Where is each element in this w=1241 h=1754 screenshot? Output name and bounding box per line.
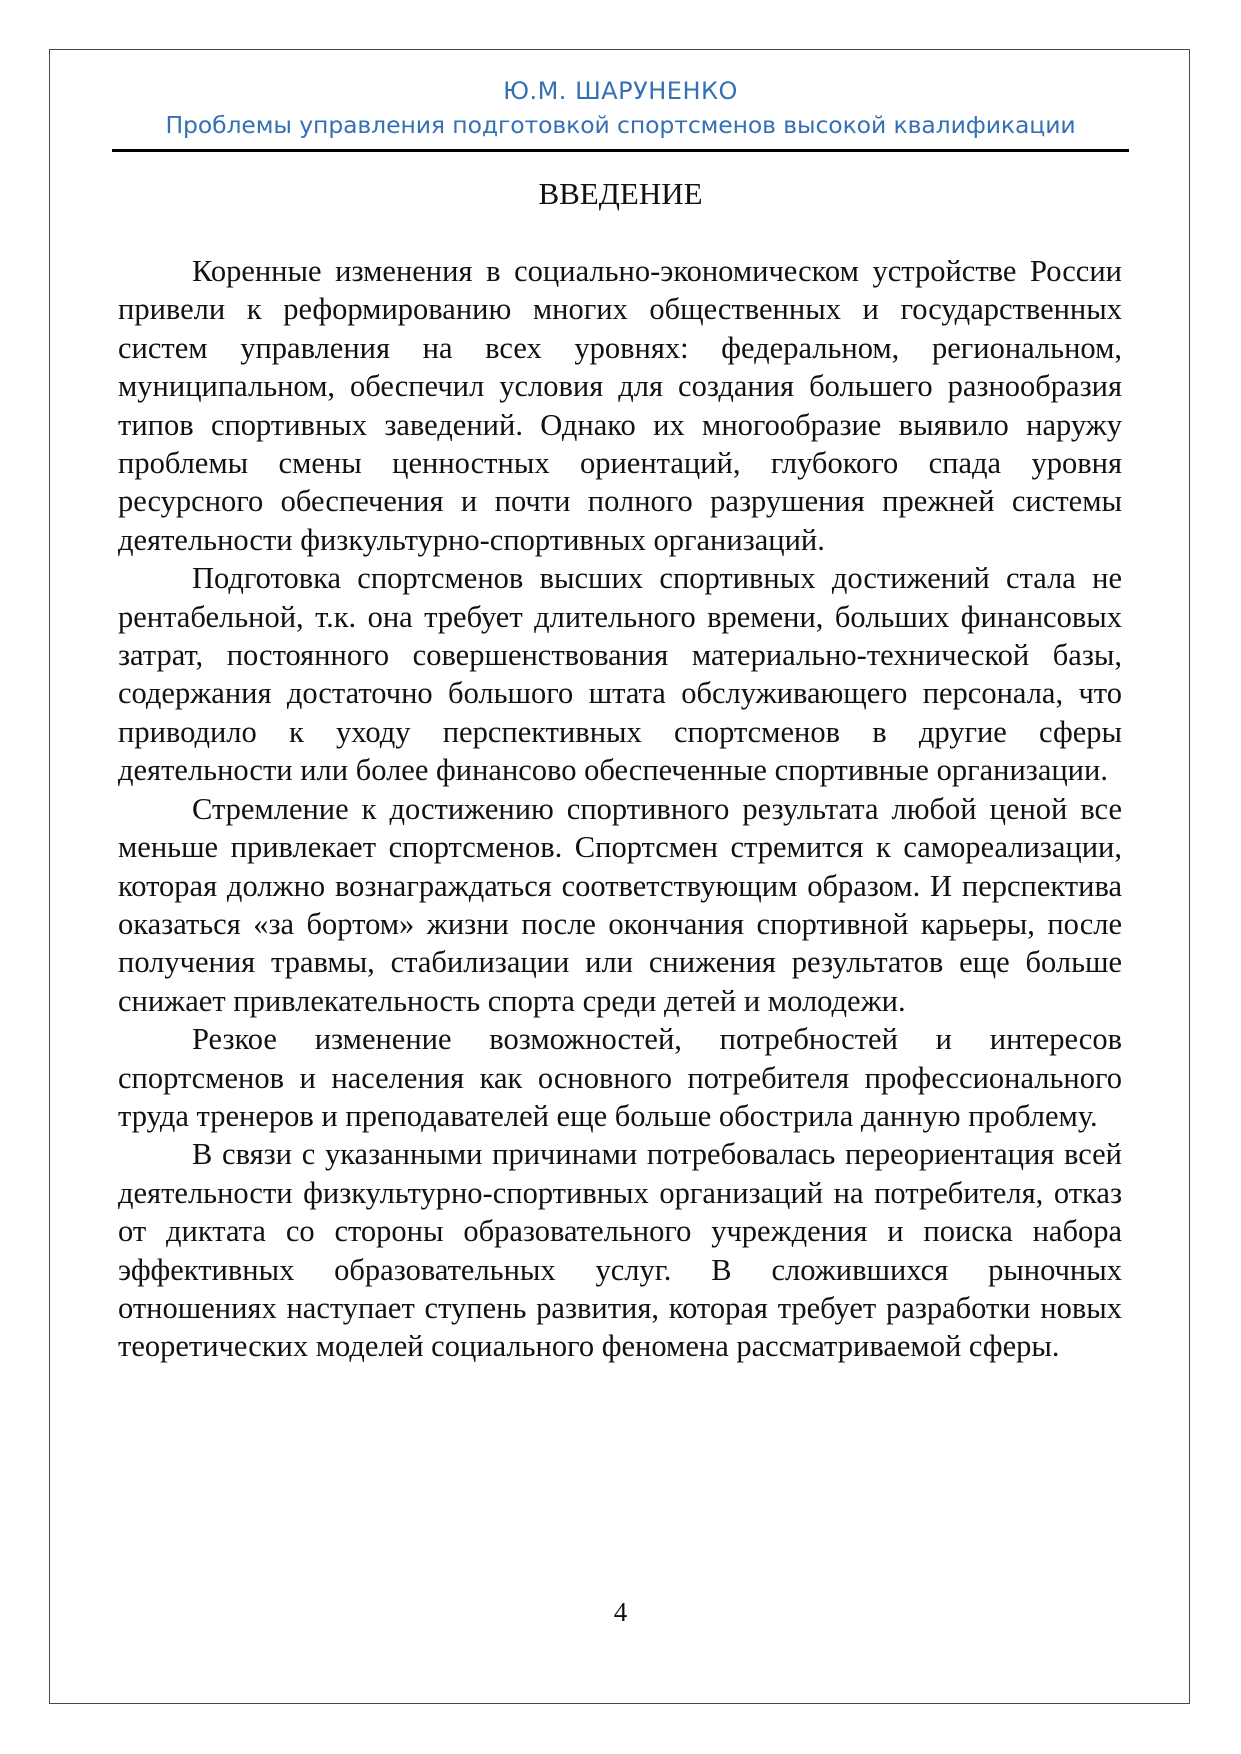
paragraph-4: Резкое изменение возможностей, потребностей и интересов спортсменов и населения как основного потребителя профессионального труда тренеров и преподавателей еще больше обострила данную проблему. <box>118 1022 1122 1133</box>
body-text <box>118 252 1122 1366</box>
running-header <box>112 74 1129 142</box>
page-number: 4 <box>613 1597 628 1627</box>
paragraph-2: Подготовка спортсменов высших спортивных достижений стала не рентабельной, т.к. она требует длительного времени, больших финансовых затрат, постоянного совершенствования материально-технической базы, содержания достаточно большого штата обслуживающего персонала, что приводило к уходу перспективных спортсменов в другие сферы деятельности или более финансово обеспеченные спортивные организации. <box>118 561 1122 788</box>
header-book-title: Проблемы управления подготовкой спортсменов высокой квалификации <box>165 111 1076 139</box>
paragraph-3: Стремление к достижению спортивного результата любой ценой все меньше привлекает спортсменов. Спортсмен стремится к самореализации, которая должно вознаграждаться соответствующим образом. И перспектива оказаться «за бортом» жизни после окончания спортивной карьеры, после получения травмы, стабилизации или снижения результатов еще больше снижает привлекательность спорта среди детей и молодежи. <box>118 791 1122 1018</box>
header-author: Ю.М. ШАРУНЕНКО <box>503 77 738 105</box>
paragraph-1: Коренные изменения в социально-экономическом устройстве России привели к реформированию многих общественных и государственных систем управления на всех уровнях: федеральном, региональном, муниципальном, обеспечил условия для создания большего разнообразия типов спортивных заведений. Однако их многообразие выявило наружу проблемы смены ценностных ориентаций, глубокого спада уровня ресурсного обеспечения и почти полного разрушения прежней системы деятельности физкультурно-спортивных организаций. <box>118 254 1122 557</box>
paragraph-5: В связи с указанными причинами потребовалась переориентация всей деятельности физкультурно-спортивных организаций на потребителя, отказ от диктата со стороны образовательного учреждения и поиска набора эффективных образовательных услуг. В сложившихся рыночных отношениях наступает ступень развития, которая требует разработки новых теоретических моделей социального феномена рассматриваемой сферы. <box>118 1137 1122 1364</box>
section-heading: ВВЕДЕНИЕ <box>538 176 703 211</box>
header-divider <box>112 149 1129 152</box>
